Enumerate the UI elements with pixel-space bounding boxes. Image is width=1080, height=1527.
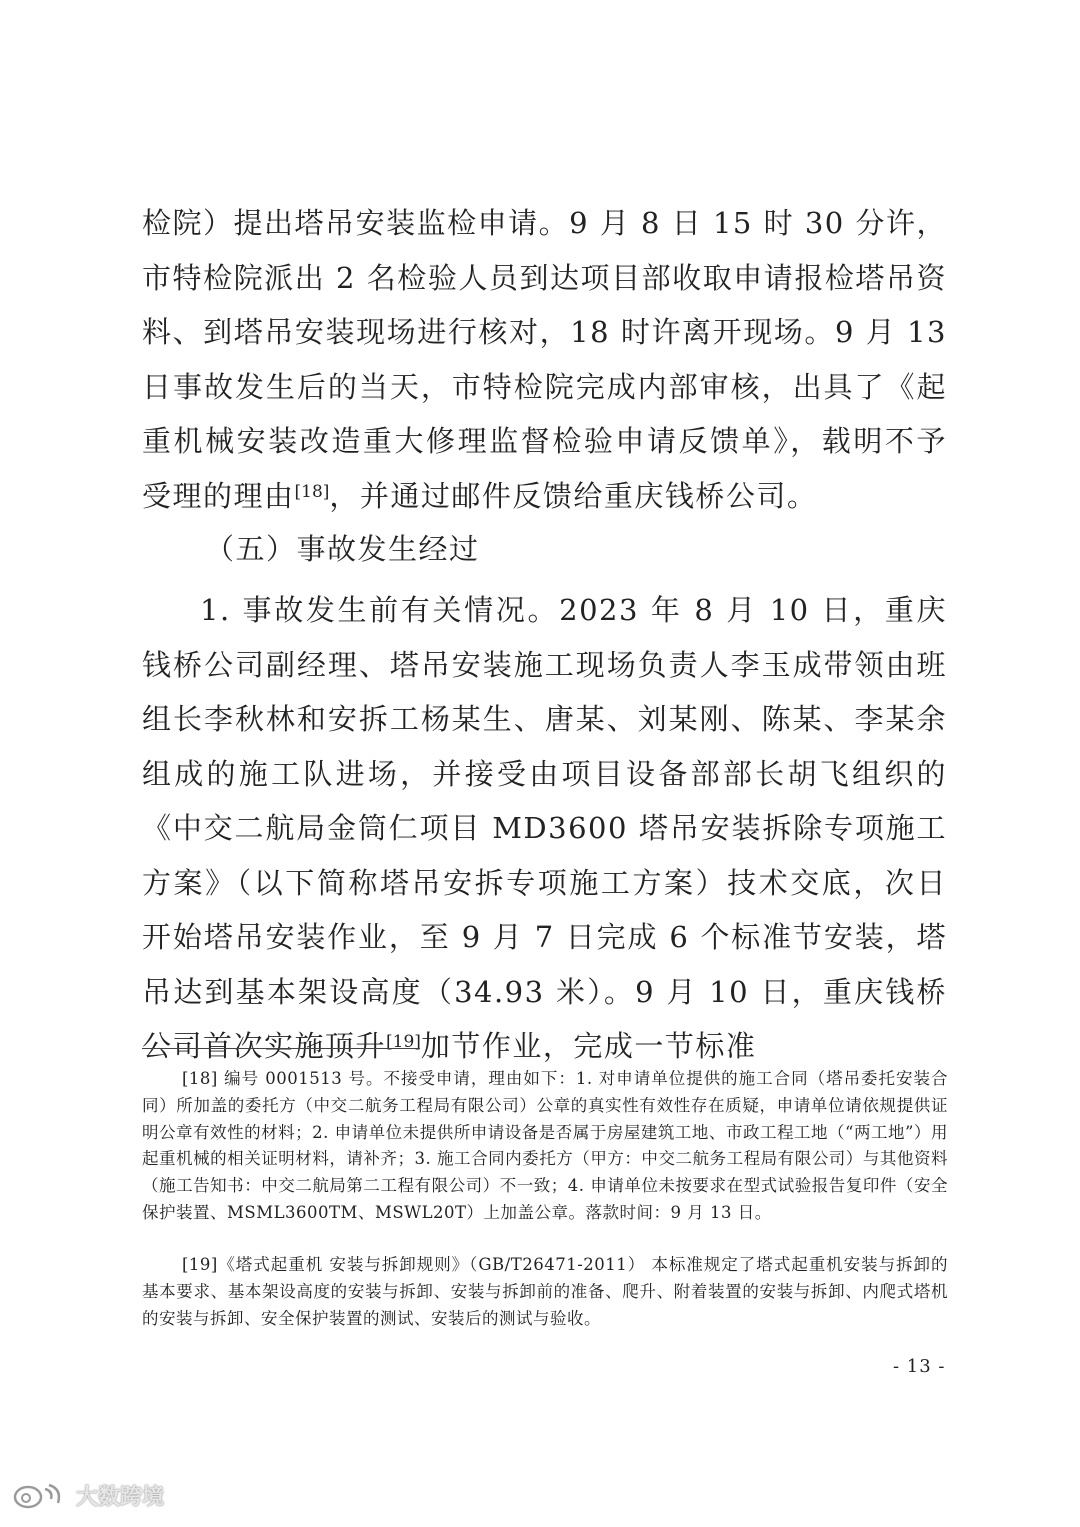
paragraph-text-cont: ，并通过邮件反馈给重庆钱桥公司。 <box>329 478 818 513</box>
watermark <box>12 1480 164 1511</box>
paragraph-text: 检院）提出塔吊安装监检申请。9 月 8 日 15 时 30 分许，市特检院派出 2 名检验人员到达项目部收取申请报检塔吊资料、到塔吊安装现场进行核对，18 时许离开现场。9 月 13 日事故发生后的当天，市特检院完成内部审核，出具了《起重机械安装改造重大修理监督检验申请反馈单》，载明不予受理的理由 <box>142 206 947 513</box>
paragraph-pre-accident <box>142 583 947 1074</box>
paragraph-text-cont: 加节作业，完成一节标准 <box>420 1029 757 1063</box>
weibo-eye-logo-icon <box>12 1481 70 1511</box>
page-number: - 13 - <box>893 1356 946 1377</box>
watermark-text: 大数跨境 <box>76 1485 165 1510</box>
footnote-ref-19[interactable]: [19] <box>386 1032 421 1052</box>
footnote-divider <box>142 1048 420 1049</box>
footnote-ref-18[interactable]: [18] <box>294 481 330 502</box>
paragraph-text: 1. 事故发生前有关情况。2023 年 8 月 10 日，重庆钱桥公司副经理、塔吊安装施工现场负责人李玉成带领由班组长李秋林和安拆工杨某生、唐某、刘某刚、陈某、李某余组成的施工队进场，并接受由项目设备部部长胡飞组织的《中交二航局金筒仁项目 MD3600 塔吊安装拆除专项施工方案》（以下简称塔吊安拆专项施工方案）技术交底，次日开始塔吊安装作业，至 9 月 7 日完成 6 个标准节安装，塔吊达到基本架设高度（34.93 米）。9 月 10 日，重庆钱桥公司首次实施顶升 <box>142 593 947 1063</box>
paragraph-inspection-application <box>142 196 947 523</box>
section-heading: （五）事故发生经过 <box>205 532 480 566</box>
footnote-19: [19]《塔式起重机 安装与拆卸规则》（GB/T26471-2011） 本标准规定了塔式起重机安装与拆卸的基本要求、基本架设高度的安装与拆卸、安装与拆卸前的准备、爬升、附着装置的安装与拆卸、内爬式塔机的安装与拆卸、安全保护装置的测试、安装后的测试与验收。 <box>142 1255 948 1328</box>
footnote-18: [18] 编号 0001513 号。不接受申请，理由如下：1. 对申请单位提供的施工合同（塔吊委托安装合同）所加盖的委托方（中交二航务工程局有限公司）公章的真实性有效性存在质疑，申请单位请依规提供证明公章有效性的材料；2. 申请单位未提供所申请设备是否属于房屋建筑工地、市政工程工地（“两工地”）用起重机械的相关证明材料，请补齐；3. 施工合同内委托方（甲方：中交二航务工程局有限公司）与其他资料（施工告知书：中交二航局第二工程有限公司）不一致；4. 申请单位未按要求在型式试验报告复印件（安全保护装置、MSML3600TM、MSWL20T）上加盖公章。落款时间：9 月 13 日。 <box>142 1069 948 1222</box>
